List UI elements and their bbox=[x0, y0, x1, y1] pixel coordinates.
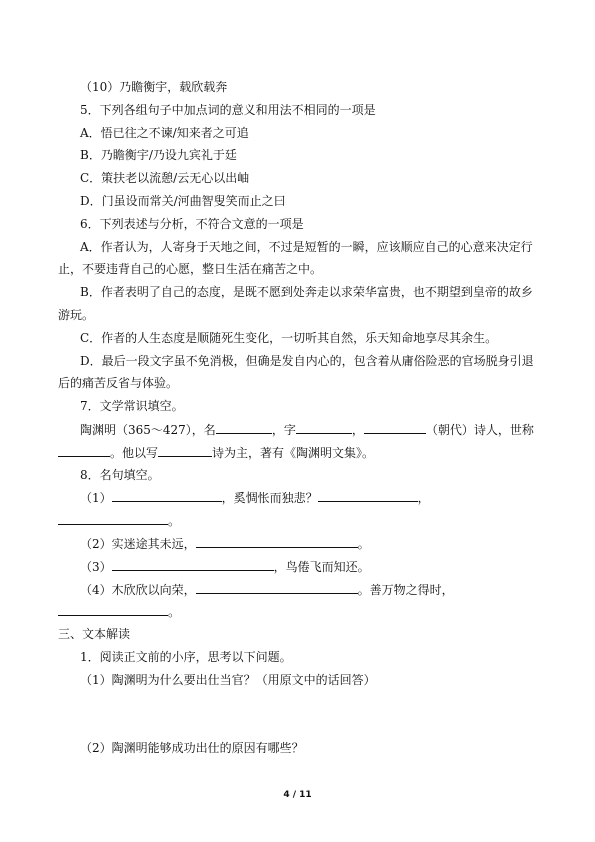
text: 。 bbox=[357, 537, 370, 551]
text: （2）实迷途其未远， bbox=[80, 537, 196, 551]
text: 。他以写 bbox=[110, 446, 159, 460]
question-7: 7．文学常识填空。 bbox=[80, 399, 184, 413]
fill-line bbox=[80, 559, 370, 574]
option-b: B．作者表明了自己的态度，是既不愿到处奔走以求荣华富贵，也不期望到皇帝的故乡 bbox=[80, 285, 533, 299]
text: 。 bbox=[168, 514, 181, 528]
blank-name[interactable] bbox=[216, 422, 272, 434]
blank[interactable] bbox=[112, 490, 222, 502]
blank[interactable] bbox=[58, 604, 168, 616]
sub-question: （1）陶渊明为什么要出仕当官？（用原文中的话回答） bbox=[80, 673, 376, 687]
text-line: 后的痛苦反省与体验。 bbox=[58, 376, 179, 390]
text: （3） bbox=[80, 560, 112, 574]
option-c: C．策扶老以流憩/云无心以出岫 bbox=[80, 171, 250, 185]
blank[interactable] bbox=[196, 582, 358, 594]
blank[interactable] bbox=[58, 513, 168, 525]
text: （4）木欣欣以向荣， bbox=[80, 583, 196, 597]
text-line: 游玩。 bbox=[58, 308, 95, 322]
text: ，字 bbox=[271, 423, 296, 437]
option-c: C．作者的人生态度是顺随死生变化，一切听其自然，乐天知命地享尽其余生。 bbox=[80, 331, 498, 345]
fill-line bbox=[80, 582, 454, 597]
text: ， bbox=[351, 423, 364, 437]
fill-line bbox=[58, 513, 180, 528]
fill-line bbox=[80, 536, 370, 551]
text: ，鸟倦飞而知还。 bbox=[273, 560, 370, 574]
fill-line bbox=[80, 490, 430, 505]
section-heading: 三、文本解读 bbox=[58, 627, 131, 641]
option-d: D．门虽设而常关/河曲智叟笑而止之曰 bbox=[80, 194, 286, 208]
option-a: A．悟已往之不谏/知来者之可追 bbox=[80, 126, 249, 140]
option-a: A．作者认为，人寄身于天地之间，不过是短暂的一瞬，应该顺应自己的心意来决定行 bbox=[80, 240, 533, 254]
blank-genre[interactable] bbox=[158, 445, 212, 457]
option-d: D．最后一段文字虽不免消极，但确是发自内心的，包含着从庸俗险恶的官场脱身引退 bbox=[80, 354, 534, 368]
sub-question: （2）陶渊明能够成功出仕的原因有哪些？ bbox=[80, 741, 304, 755]
blank-dynasty[interactable] bbox=[364, 422, 426, 434]
text-line: 止，不要违背自己的心愿，整日生活在痛苦之中。 bbox=[58, 262, 323, 276]
question-5: 5．下列各组句子中加点词的意义和用法不相同的一项是 bbox=[80, 103, 376, 117]
text: 。善万物之得时， bbox=[357, 583, 454, 597]
fill-line bbox=[58, 604, 180, 619]
text: ， bbox=[417, 491, 430, 505]
text: 诗为主，著有《陶渊明文集》。 bbox=[212, 446, 375, 460]
text: （朝代）诗人，世称 bbox=[425, 423, 534, 437]
text: 陶渊明（365～427），名 bbox=[80, 423, 216, 437]
question-8: 8．名句填空。 bbox=[80, 468, 160, 482]
text: 。 bbox=[168, 605, 181, 619]
blank[interactable] bbox=[318, 490, 418, 502]
blank-courtesy-name[interactable] bbox=[296, 422, 352, 434]
blank[interactable] bbox=[112, 559, 274, 571]
page-number: 4 / 11 bbox=[283, 790, 312, 800]
fill-line bbox=[58, 445, 374, 460]
blank-title[interactable] bbox=[58, 445, 110, 457]
text: （1） bbox=[80, 491, 112, 505]
option-b: B．乃瞻衡宇/乃设九宾礼于廷 bbox=[80, 148, 237, 162]
fill-line bbox=[80, 422, 534, 437]
text-line: （10）乃瞻衡宇，载欣载奔 bbox=[80, 80, 228, 94]
question-6: 6．下列表述与分析，不符合文意的一项是 bbox=[80, 217, 304, 231]
blank[interactable] bbox=[196, 536, 358, 548]
question-1: 1．阅读正文前的小序，思考以下问题。 bbox=[80, 650, 292, 664]
text: ，奚惆怅而独悲？ bbox=[221, 491, 318, 505]
